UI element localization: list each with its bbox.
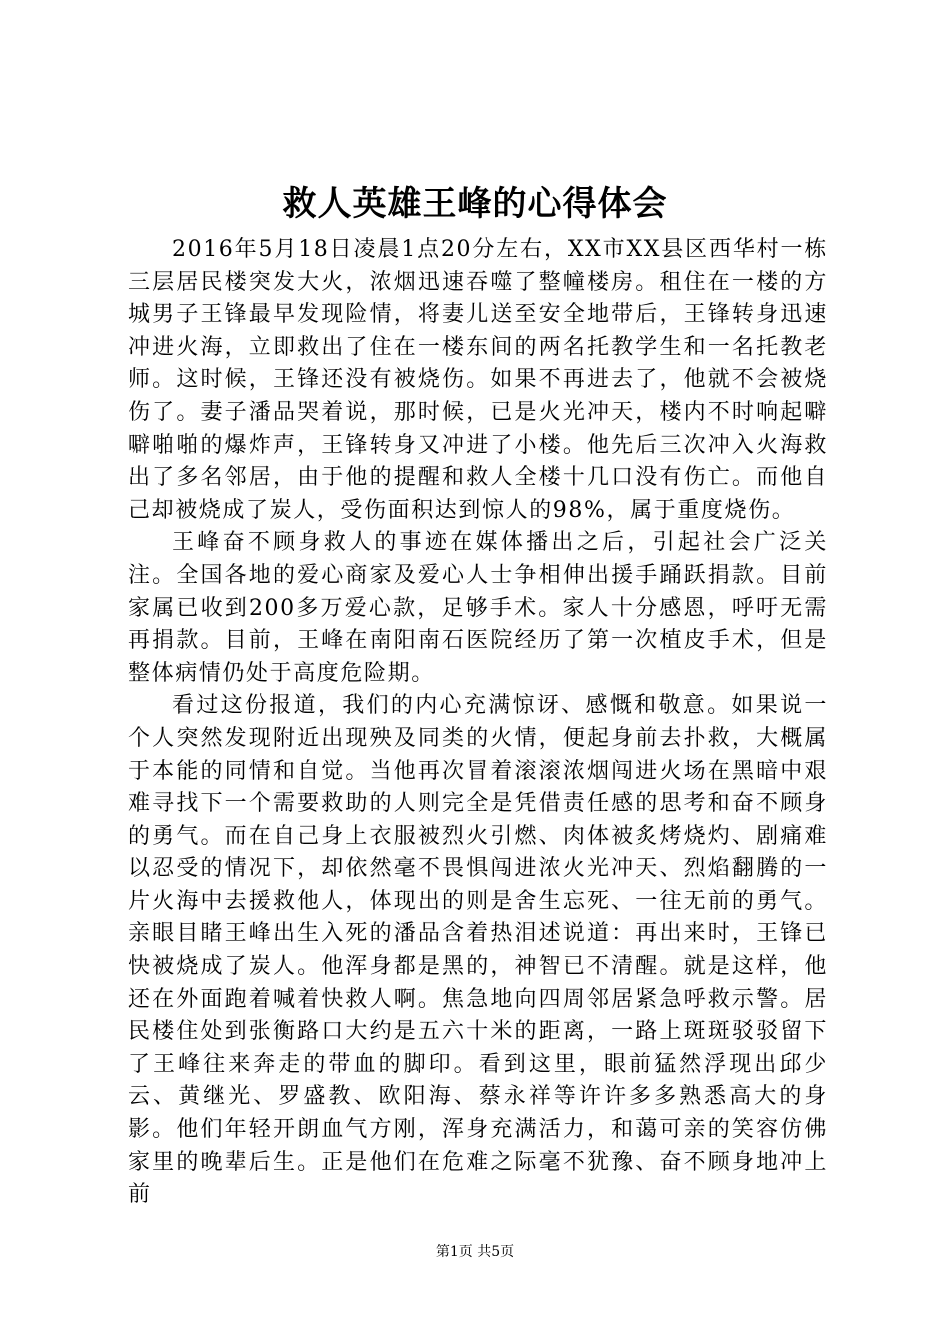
document-title: 救人英雄王峰的心得体会 xyxy=(282,184,668,224)
paragraph: 2016年5月18日凌晨1点20分左右，XX市XX县区西华村一栋三层居民楼突发大火，浓烟迅速吞噬了整幢楼房。租住在一楼的方城男子王锋最早发现险情，将妻儿送至安全地带后，王锋转身迅速冲进火海，立即救出了住在一楼东间的两名托教学生和一名托教老师。这时候，王锋还没有被烧伤。如果不再进去了，他就不会被烧伤了。妻子潘品哭着说，那时候，已是火光冲天，楼内不时响起噼噼啪啪的爆炸声，王锋转身又冲进了小楼。他先后三次冲入火海救出了多名邻居，由于他的提醒和救人全楼十几口没有伤亡。而他自己却被烧成了炭人，受伤面积达到惊人的98%，属于重度烧伤。 xyxy=(128,237,828,523)
document-body xyxy=(128,234,828,1212)
paragraph: 看过这份报道，我们的内心充满惊讶、感慨和敬意。如果说一个人突然发现附近出现殃及同类的火情，便起身前去扑救，大概属于本能的同情和自觉。当他再次冒着滚滚浓烟闯进火场在黑暗中艰难寻找下一个需要救助的人则完全是凭借责任感的思考和奋不顾身的勇气。而在自己身上衣服被烈火引燃、肉体被炙烤烧灼、剧痛难以忍受的情况下，却依然毫不畏惧闯进浓火光冲天、烈焰翻腾的一片火海中去援救他人，体现出的则是舍生忘死、一往无前的勇气。亲眼目睹王峰出生入死的潘品含着热泪述说道：再出来时，王锋已快被烧成了炭人。他浑身都是黑的，神智已不清醒。就是这样，他还在外面跑着喊着快救人啊。焦急地向四周邻居紧急呼救示警。居民楼住处到张衡路口大约是五六十米的距离，一路上斑斑驳驳留下了王峰往来奔走的带血的脚印。看到这里，眼前猛然浮现出邱少云、黄继光、罗盛教、欧阳海、蔡永祥等许许多多熟悉高大的身影。他们年轻开朗血气方刚，浑身充满活力，和蔼可亲的笑容仿佛家里的晚辈后生。正是他们在危难之际毫不犹豫、奋不顾身地冲上前 xyxy=(128,693,828,1208)
paragraph: 王峰奋不顾身救人的事迹在媒体播出之后，引起社会广泛关注。全国各地的爱心商家及爱心人士争相伸出援手踊跃捐款。目前家属已收到200多万爱心款，足够手术。家人十分感恩，呼吁无需再捐款。目前，王峰在南阳南石医院经历了第一次植皮手术，但是整体病情仍处于高度危险期。 xyxy=(128,530,828,686)
page-number-footer: 第1页 共5页 xyxy=(435,1244,515,1260)
